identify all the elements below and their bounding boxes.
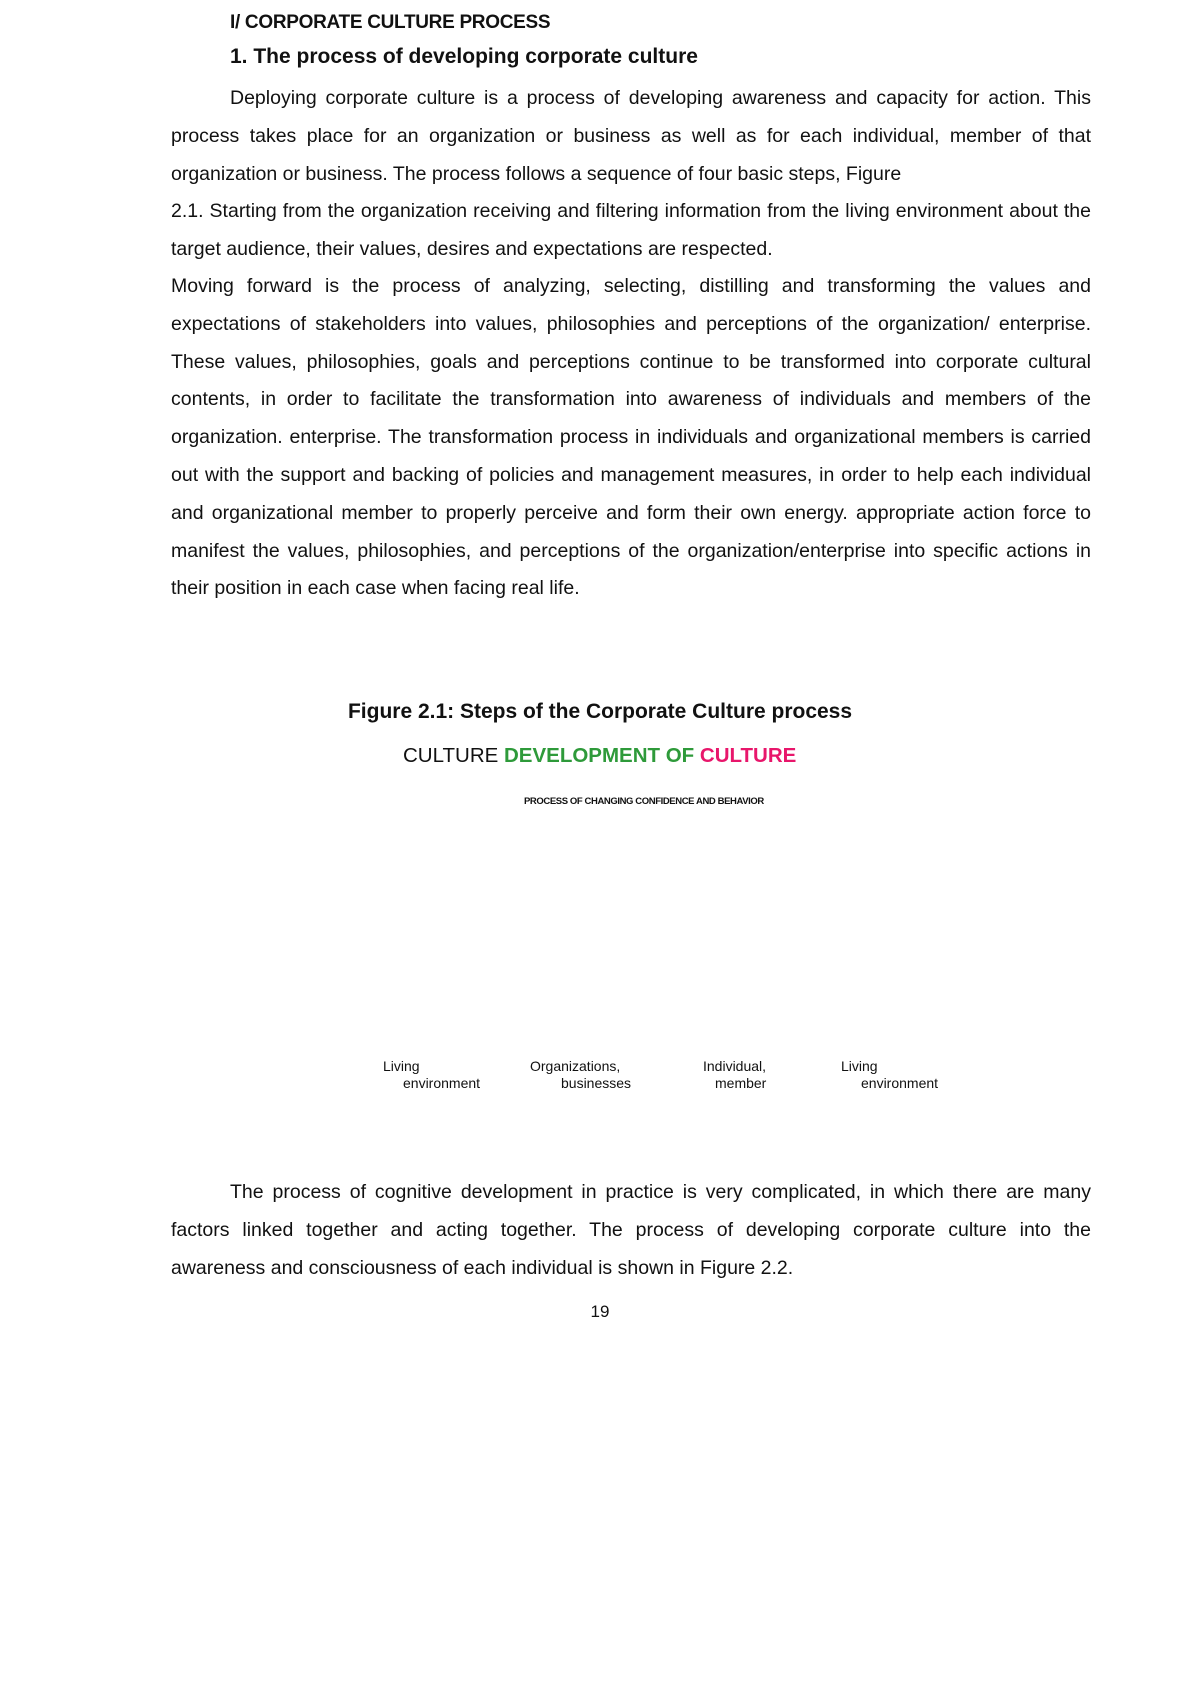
figure-title-part-3: CULTURE [699, 744, 797, 767]
step-label-line: businesses [561, 1075, 632, 1091]
step-label-line: Individual, [703, 1058, 767, 1074]
process-text-block [171, 268, 1091, 608]
figure-subtitle: PROCESS OF CHANGING CONFIDENCE AND BEHAVIOR [524, 796, 764, 807]
figure-title-part-2: DEVELOPMENT OF [504, 744, 700, 767]
step-label-living-environment [383, 1058, 480, 1092]
page-number: 19 [590, 1302, 610, 1321]
figure-caption: Figure 2.1: Steps of the Corporate Culture process [347, 700, 853, 723]
body-paragraph: The process of cognitive development in practice is very complicated, in which there are many factors linked together and acting together. The process of developing corporate culture into the awareness and consciousness of each individual is shown in Figure 2.2. [171, 1181, 1091, 1279]
step-label-line: Living [383, 1058, 420, 1074]
step-label-line: member [715, 1075, 767, 1091]
body-paragraph: 2.1. Starting from the organization receiving and filtering information from the living environment about the target audience, their values, desires and expectations are respected. [171, 200, 1091, 261]
step-label-organizations [530, 1058, 631, 1092]
step-label-line: environment [403, 1075, 481, 1091]
step-label-individual [703, 1058, 766, 1092]
sub-heading: 1. The process of developing corporate culture [230, 45, 698, 68]
body-paragraph: Deploying corporate culture is a process of developing awareness and capacity for action. This process takes place for an organization or business as well as for each individual, member of that organization or business. The process follows a sequence of four basic steps, Figure [171, 87, 1091, 185]
cognitive-text-block [171, 1174, 1091, 1287]
figure-title [403, 744, 796, 768]
body-paragraph: Moving forward is the process of analyzing, selecting, distilling and transforming the values and expectations of stakeholders into values, philosophies and perceptions of the organization/ enterprise. These values, philosophies, goals and perceptions continue to be transformed into corporate cultural contents, in order to facilitate the transformation into awareness of individuals and members of the organization. enterprise. The transformation process in individuals and organizational members is carried out with the support and backing of policies and management measures, in order to help each individual and organizational member to properly perceive and form their own energy. appropriate action force to manifest the values, philosophies, and perceptions of the organization/enterprise into specific actions in their position in each case when facing real life. [171, 275, 1091, 600]
intro-text-block [171, 80, 1091, 269]
step-label-line: environment [861, 1075, 939, 1091]
step-label-line: Living [841, 1058, 878, 1074]
section-heading: I/ CORPORATE CULTURE PROCESS [230, 12, 551, 33]
figure-title-part-1: CULTURE [403, 744, 504, 767]
step-label-living-environment-2 [841, 1058, 938, 1092]
step-label-line: Organizations, [530, 1058, 621, 1074]
